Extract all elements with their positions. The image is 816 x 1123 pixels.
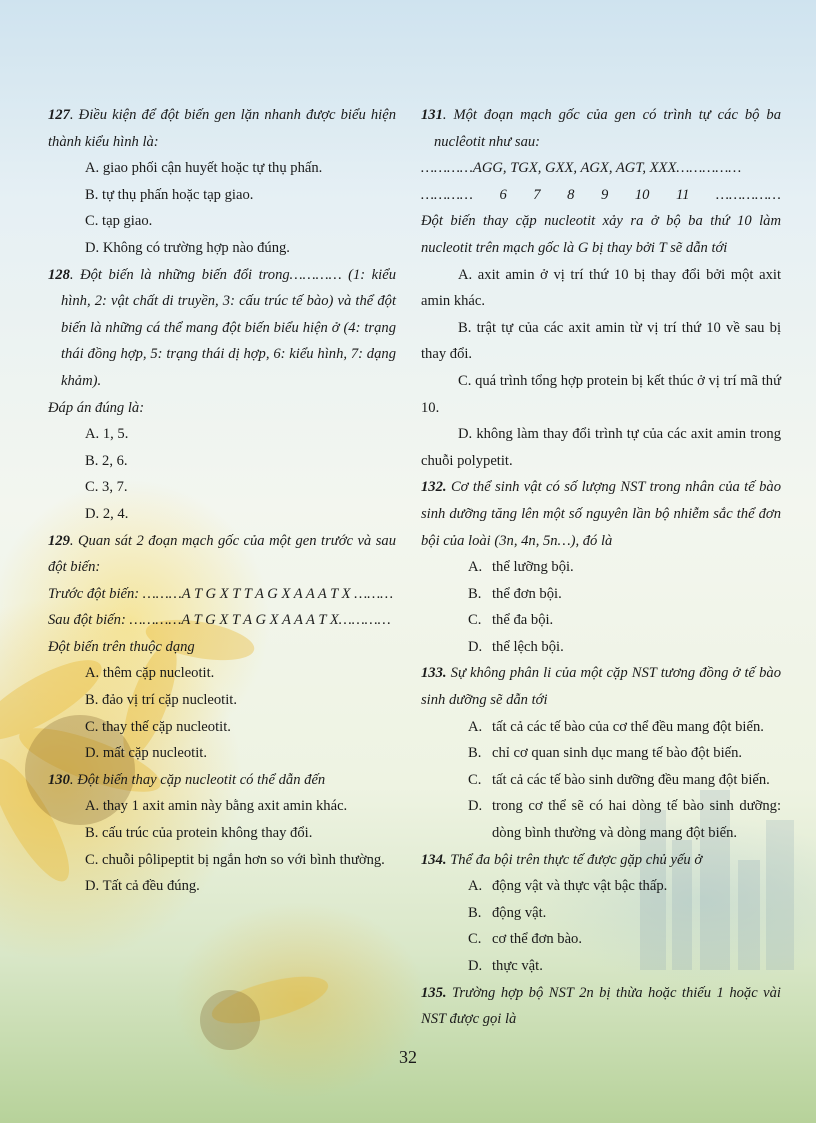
question-number: 135. — [421, 984, 447, 1001]
question-number: 133. — [421, 665, 447, 682]
question-text: . Đột biến là những biến đổi trong………… (1: kiểu hình, 2: vật chất di truyền, 3: cấu trúc tế bào) và thể đột biến là những cá thể mang đột biến biểu hiện ở (4: trạng thái đồng hợp, 5: trạng thái dị hợp, 6: kiểu hình, 7: dạng khảm). — [61, 266, 396, 389]
index-9: 9 — [600, 186, 609, 203]
question-stem — [421, 660, 781, 713]
option-d: D. Tất cả đều đúng. — [85, 878, 200, 895]
sequence-before: Trước đột biến: ………A T G X T T A G X A A A T X ……… — [48, 585, 394, 602]
question-number: 127 — [48, 107, 70, 123]
question-number: 130 — [48, 771, 70, 788]
option-b: B. tự thụ phấn hoặc tạp giao. — [85, 186, 254, 203]
option-c: C. chuỗi pôlipeptit bị ngắn hơn so với bình thường. — [85, 851, 385, 868]
option-letter: D. — [468, 798, 483, 815]
option-d: D. Không có trường hợp nào đúng. — [85, 239, 290, 256]
option-letter: D. — [468, 638, 483, 655]
option-text: tất cả các tế bào của cơ thể đều mang đột biến. — [492, 718, 764, 735]
option-text: tất cả các tế bào sinh dưỡng đều mang đột biến. — [492, 771, 770, 788]
option-c — [421, 607, 781, 634]
question-number: 134. — [421, 851, 447, 868]
question-stem — [421, 102, 781, 155]
option-c — [421, 767, 781, 794]
answer-label: Đáp án đúng là: — [48, 399, 145, 416]
option-a — [421, 714, 781, 741]
option-b — [421, 740, 781, 767]
left-column — [48, 102, 396, 900]
codon-index-line — [421, 182, 781, 209]
question-129 — [48, 528, 396, 767]
option-b: B. trật tự của các axit amin từ vị trí thứ 10 về sau bị thay đổi. — [421, 319, 781, 363]
option-c: C. thay thế cặp nucleotit. — [85, 718, 231, 735]
question-stem — [48, 262, 396, 395]
question-number: 132. — [421, 479, 447, 496]
question-number: 128 — [48, 266, 70, 283]
right-column — [421, 102, 781, 1033]
option-a: A. axit amin ở vị trí thứ 10 bị thay đổi bởi một axit amin khác. — [421, 266, 781, 310]
question-text: . Quan sát 2 đoạn mạch gốc của một gen trước và sau đột biến: — [48, 532, 396, 576]
option-letter: B. — [468, 904, 482, 921]
option-text: chỉ cơ quan sinh dục mang tế bào đột biến. — [492, 745, 743, 762]
question-128 — [48, 262, 396, 528]
option-c: C. quá trình tổng hợp protein bị kết thúc ở vị trí mã thứ 10. — [421, 372, 781, 416]
question-number: 131 — [421, 107, 443, 123]
index-8: 8 — [567, 186, 575, 203]
option-a: A. thêm cặp nucleotit. — [85, 665, 215, 682]
option-letter: A. — [468, 878, 483, 895]
option-b: B. đảo vị trí cặp nucleotit. — [85, 692, 237, 709]
option-text: thể đơn bội. — [492, 585, 562, 602]
question-stem — [421, 980, 781, 1033]
option-text: động vật. — [492, 904, 547, 921]
question-text: Sự không phân li của một cặp NST tương đồng ở tế bào sinh dưỡng sẽ dẫn tới — [421, 665, 781, 709]
index-11: 11 — [675, 186, 690, 203]
option-d — [421, 793, 781, 846]
index-6: 6 — [499, 186, 507, 203]
index-dots-end: …………… — [716, 186, 781, 203]
codon-sequence: …………AGG, TGX, GXX, AGX, AGT, XXX…………… — [421, 160, 742, 177]
option-text: thể lưỡng bội. — [492, 559, 574, 576]
question-stem — [48, 102, 396, 155]
option-a — [421, 873, 781, 900]
option-text: thực vật. — [492, 958, 543, 974]
question-stem — [48, 528, 396, 581]
option-letter: D. — [468, 958, 483, 974]
option-letter: A. — [468, 718, 483, 735]
option-c — [421, 926, 781, 953]
index-7: 7 — [533, 186, 541, 203]
question-134 — [421, 847, 781, 980]
option-d — [421, 953, 781, 980]
index-10: 10 — [634, 186, 650, 203]
option-a — [421, 554, 781, 581]
index-dots-start: ………… — [421, 186, 473, 203]
question-text: . Đột biến thay cặp nucleotit có thể dẫn đến — [69, 771, 326, 788]
question-prompt: Đột biến trên thuộc dạng — [48, 638, 195, 655]
option-c: C. 3, 7. — [85, 479, 128, 496]
option-text: trong cơ thể sẽ có hai dòng tế bào sinh dưỡng: dòng bình thường và dòng mang đột biến. — [492, 798, 781, 842]
option-a: A. giao phối cận huyết hoặc tự thụ phấn. — [85, 160, 323, 177]
question-133 — [421, 660, 781, 846]
question-stem — [421, 474, 781, 554]
question-stem — [421, 847, 781, 874]
option-text: thể đa bội. — [492, 612, 554, 629]
option-b: B. 2, 6. — [85, 452, 128, 469]
option-text: cơ thể đơn bào. — [492, 931, 582, 948]
question-130 — [48, 767, 396, 900]
sequence-after: Sau đột biến: …………A T G X T A G X A A A T X………… — [48, 612, 391, 629]
option-letter: C. — [468, 612, 482, 629]
question-text: Trường hợp bộ NST 2n bị thừa hoặc thiếu 1 hoặc vài NST được gọi là — [421, 984, 781, 1028]
option-d: D. 2, 4. — [85, 505, 129, 522]
option-d — [421, 634, 781, 661]
option-letter: B. — [468, 745, 482, 762]
question-135 — [421, 980, 781, 1033]
option-b — [421, 900, 781, 927]
option-letter: A. — [468, 559, 483, 576]
option-d: D. không làm thay đổi trình tự của các axit amin trong chuỗi polypetit. — [421, 426, 781, 469]
option-b — [421, 581, 781, 608]
page-number: 32 — [399, 1047, 417, 1067]
question-number: 129 — [48, 532, 70, 549]
question-stem-continued: Đột biến thay cặp nucleotit xảy ra ở bộ ba thứ 10 làm nucleotit trên mạch gốc là G bị thay bởi T sẽ dẫn tới — [421, 213, 781, 256]
question-text: Thể đa bội trên thực tế được gặp chủ yếu ở — [446, 851, 703, 868]
question-132 — [421, 474, 781, 660]
option-a: A. thay 1 axit amin này bằng axit amin khác. — [85, 798, 348, 815]
question-text: . Một đoạn mạch gốc của gen có trình tự các bộ ba nuclêotit như sau: — [434, 107, 781, 150]
question-131 — [421, 102, 781, 474]
option-letter: C. — [468, 771, 482, 788]
question-text: . Điều kiện để đột biến gen lặn nhanh được biểu hiện thành kiểu hình là: — [48, 107, 396, 150]
option-text: thể lệch bội. — [492, 638, 564, 655]
option-c: C. tạp giao. — [85, 213, 153, 230]
question-stem — [48, 767, 396, 794]
option-letter: C. — [468, 931, 482, 948]
option-d: D. mất cặp nucleotit. — [85, 745, 207, 762]
question-127 — [48, 102, 396, 262]
option-text: động vật và thực vật bậc thấp. — [492, 878, 668, 895]
option-b: B. cấu trúc của protein không thay đổi. — [85, 825, 313, 842]
option-letter: B. — [468, 585, 482, 602]
question-text: Cơ thể sinh vật có số lượng NST trong nhân của tế bào sinh dưỡng tăng lên một số nguyên lần bộ nhiễm sắc thể đơn bội của loài (3n, 4n, 5n…), đó là — [421, 479, 781, 549]
option-a: A. 1, 5. — [85, 426, 129, 443]
